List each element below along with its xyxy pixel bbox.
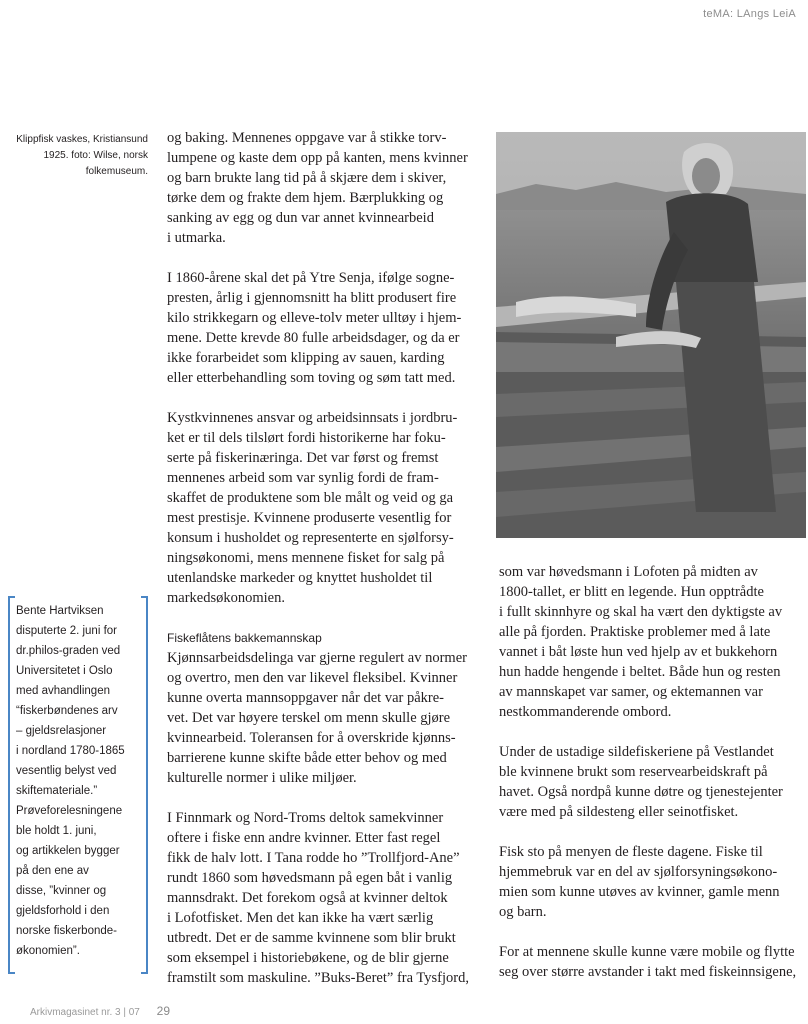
sidebar-line: – gjeldsrelasjoner: [16, 725, 107, 737]
text-line: markedsøkonomien.: [167, 590, 285, 606]
text-line: og baking. Mennenes oppgave var å stikke torv-: [167, 130, 447, 146]
text-line: som var høvedsmann i Lofoten på midten av: [499, 564, 758, 580]
sidebar-bracket-left: [8, 596, 15, 974]
text-line: vet. Det var høyere terskel om menn skulle gjøre: [167, 710, 451, 726]
text-line: ikke forarbeidet som klipping av sauen, karding: [167, 350, 445, 366]
text-line: kulturelle normer i ulike miljøer.: [167, 770, 357, 786]
text-line: Kystkvinnenes ansvar og arbeidsinnsats i jordbru-: [167, 410, 458, 426]
section-subheading: Fiskeflåtens bakkemannskap: [167, 631, 322, 645]
sidebar-line: med avhandlingen: [16, 685, 110, 697]
text-line: og barn brukte lang tid på å skjære dem i skiver,: [167, 170, 447, 186]
sidebar-line: disputerte 2. juni for: [16, 625, 118, 637]
text-line: sanking av egg og dun var annet kvinnearbeid: [167, 210, 434, 226]
paragraph: [499, 842, 805, 922]
text-line: rundt 1860 som høvedsmann på egen båt i vanlig: [167, 870, 453, 886]
paragraph: [499, 742, 805, 822]
paragraph: [167, 268, 473, 388]
caption-line: 1925. foto: Wilse, norsk: [43, 150, 148, 161]
text-line: fikk de halv lott. I Tana rodde ho ”Trollfjord-Ane”: [167, 850, 460, 866]
paragraph: [167, 808, 473, 988]
text-line: lumpene og kaste dem opp på kanten, mens kvinner: [167, 150, 468, 166]
page-footer: [30, 1004, 170, 1018]
text-line: I 1860-årene skal det på Ytre Senja, ifølge sogne-: [167, 270, 455, 286]
text-line: av mannskapet var samer, og ektemannen var: [499, 684, 763, 700]
text-line: mien som kunne utøves av kvinner, gamle menn: [499, 884, 780, 900]
text-line: konsum i husholdet og representerte en sjølforsy-: [167, 530, 454, 546]
text-line: Under de ustadige sildefiskeriene på Vestlandet: [499, 744, 774, 760]
text-line: tørke dem og frakte dem hjem. Bærplukking og: [167, 190, 444, 206]
text-line: mest prestisje. Kvinnene produserte vesentlig for: [167, 510, 452, 526]
sidebar-line: økonomien”.: [16, 945, 80, 957]
text-line: 1800-tallet, er blitt en legende. Hun opptrådte: [499, 584, 764, 600]
article-column-2: [499, 562, 805, 1002]
paragraph: [499, 562, 805, 722]
sidebar-line: og artikkelen bygger: [16, 845, 120, 857]
text-line: alle på fjorden. Praktiske problemer med å late: [499, 624, 771, 640]
text-line: framstilt som maskuline. ”Buks-Beret” fra Tysfjord,: [167, 970, 469, 986]
photo-caption: [10, 132, 148, 180]
text-line: vannet i båt løste hun ved hjelp av et bukkehorn: [499, 644, 778, 660]
text-line: skaffet de produktene som ble målt og veid og ga: [167, 490, 454, 506]
text-line: barrierene kunne skifte både etter behov og med: [167, 750, 447, 766]
text-line: mennenes arbeid som var synlig fordi de fram-: [167, 470, 439, 486]
text-line: være med på sildesteng eller seinotfisket.: [499, 804, 739, 820]
caption-line: folkemuseum.: [85, 166, 148, 177]
text-line: I Finnmark og Nord-Troms deltok samekvinner: [167, 810, 444, 826]
text-line: og overtro, men den var likevel fleksibel. Kvinner: [167, 670, 458, 686]
text-line: i fullt skinnhyre og skal ha vært den dyktigste av: [499, 604, 783, 620]
text-line: utbredt. Det er de samme kvinnene som blir brukt: [167, 930, 456, 946]
sidebar-bracket-right: [141, 596, 148, 974]
text-line: mannsdrakt. Det forekom også at kvinner deltok: [167, 890, 448, 906]
text-line: serte på fiskerinæringa. Det var først og fremst: [167, 450, 439, 466]
sidebar-line: gjeldsforhold i den: [16, 905, 110, 917]
sidebar-text: [16, 601, 142, 961]
sidebar-line: i nordland 1780-1865: [16, 745, 125, 757]
text-line: kilo strikkegarn og elleve-tolv meter ulltøy i hjem-: [167, 310, 462, 326]
sidebar-line: “fiskerbøndenes arv: [16, 705, 118, 717]
caption-line: Klippfisk vaskes, Kristiansund: [16, 134, 148, 145]
sidebar-line: Bente Hartviksen: [16, 605, 104, 617]
text-line: nestkommanderende ombord.: [499, 704, 672, 720]
text-line: havet. Også nordpå kunne døtre og tjenestejenter: [499, 784, 783, 800]
text-line: hjemmebruk var en del av sjølforsyningsøkono-: [499, 864, 778, 880]
text-line: ket er til dels tilslørt fordi historikerne har foku-: [167, 430, 446, 446]
text-line: presten, årlig i gjennomsnitt ha blitt produsert fire: [167, 290, 457, 306]
text-line: som eksempel i historiebøkene, og de blir gjerne: [167, 950, 449, 966]
text-line: i Lofotfisket. Men det kan ikke ha vært særlig: [167, 910, 434, 926]
paragraph: [167, 628, 473, 788]
sidebar-line: vesentlig belyst ved: [16, 765, 117, 777]
author-sidebar: [8, 596, 148, 972]
sidebar-line: på den ene av: [16, 865, 89, 877]
text-line: i utmarka.: [167, 230, 226, 246]
photo-illustration: [496, 132, 806, 538]
sidebar-line: ble holdt 1. juni,: [16, 825, 97, 837]
text-line: Kjønnsarbeidsdelinga var gjerne regulert av normer: [167, 650, 467, 666]
paragraph: [167, 408, 473, 608]
article-photo: [496, 132, 806, 538]
sidebar-line: norske fiskerbonde-: [16, 925, 117, 937]
text-line: For at mennene skulle kunne være mobile og flytte: [499, 944, 795, 960]
text-line: eller etterbehandling som toving og søm tatt med.: [167, 370, 456, 386]
text-line: Fisk sto på menyen de fleste dagene. Fiske til: [499, 844, 763, 860]
page-header-theme: teMA: LAngs LeiA: [703, 8, 796, 20]
sidebar-line: skiftemateriale.”: [16, 785, 98, 797]
text-line: ningsøkonomi, mens mennene fisket for salg på: [167, 550, 445, 566]
text-line: ble kvinnene brukt som reservearbeidskraft på: [499, 764, 768, 780]
text-line: og barn.: [499, 904, 547, 920]
text-line: hun hadde hengende i beltet. Både hun og resten: [499, 664, 781, 680]
sidebar-line: Universitetet i Oslo: [16, 665, 113, 677]
text-line: oftere i fiske enn andre kvinner. Etter fast regel: [167, 830, 441, 846]
page-number: 29: [156, 1004, 171, 1018]
text-line: utenlandske markeder og knyttet husholdet til: [167, 570, 433, 586]
paragraph: [499, 942, 805, 982]
article-column-1: [167, 128, 473, 1008]
sidebar-line: disse, ”kvinner og: [16, 885, 107, 897]
text-line: mene. Dette krevde 80 fulle arbeidsdager, og da er: [167, 330, 460, 346]
text-line: kvinnearbeid. Toleransen for å overskride kjønns-: [167, 730, 456, 746]
paragraph: [167, 128, 473, 248]
sidebar-line: Prøveforelesningene: [16, 805, 123, 817]
text-line: seg over større avstander i takt med fiskeinnsigene,: [499, 964, 797, 980]
text-line: kunne overta mannsoppgaver når det var påkre-: [167, 690, 444, 706]
magazine-issue: Arkivmagasinet nr. 3 | 07: [30, 1007, 140, 1018]
sidebar-line: dr.philos-graden ved: [16, 645, 121, 657]
